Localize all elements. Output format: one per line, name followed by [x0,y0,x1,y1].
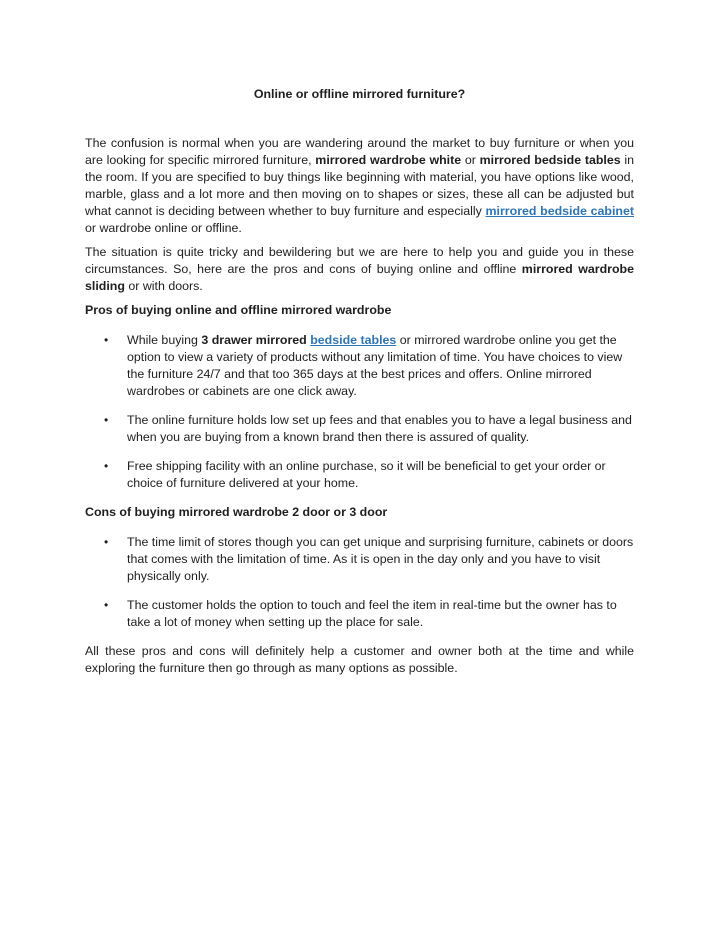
cons-list [85,534,634,631]
intro-bold-1: mirrored wardrobe white [315,153,462,167]
list-item [85,597,634,631]
intro-text-2: or [461,153,480,167]
list-item [85,412,634,446]
pros-item-2-text: The online furniture holds low set up fees and that enables you to have a legal business and when you are buying from a known brand then there is assured of quality. [127,413,632,444]
page-title: Online or offline mirrored furniture? [253,87,466,101]
intro-paragraph [85,135,634,237]
bullet-icon: • [104,333,109,347]
bullet-icon: • [104,459,109,473]
bullet-icon: • [104,535,109,549]
intro-text-1: The confusion is normal when you are wandering around the market to buy furniture or when you are looking for specific mirrored furniture, [85,136,634,167]
closing-paragraph: All these pros and cons will definitely help a customer and owner both at the time and while exploring the furniture then go through as many options as possible. [85,644,634,675]
pros-item-1-bold: 3 drawer mirrored [201,333,307,347]
situation-text-2: or with doors. [124,279,203,293]
mirrored-bedside-cabinet-link[interactable]: mirrored bedside cabinet [485,204,634,218]
list-item [85,458,634,492]
situation-text-1: The situation is quite tricky and bewildering but we are here to help you and guide you in these circumstances. So, here are the pros and cons of buying online and offline [85,245,634,276]
pros-item-1-text-1: While buying [127,333,202,347]
pros-item-3-text: Free shipping facility with an online purchase, so it will be beneficial to get your order or choice of furniture delivered at your home. [127,459,606,490]
cons-heading: Cons of buying mirrored wardrobe 2 door or 3 door [85,505,388,519]
document-body [85,86,634,684]
bullet-icon: • [104,598,109,612]
list-item [85,332,634,400]
cons-item-2-text: The customer holds the option to touch and feel the item in real-time but the owner has to take a lot of money when setting up the place for sale. [127,598,617,629]
situation-paragraph [85,244,634,295]
list-item [85,534,634,585]
bullet-icon: • [104,413,109,427]
pros-heading: Pros of buying online and offline mirrored wardrobe [85,303,392,317]
pros-list [85,332,634,492]
pros-item-1-text-2: or mirrored wardrobe online you get the option to view a variety of products without any limitation of time. You have choices to view the furniture 24/7 and that too 365 days at the best prices and offers. Online mirrored wardrobes or cabinets are one click away. [127,333,623,398]
cons-item-1-text: The time limit of stores though you can get unique and surprising furniture, cabinets or doors that comes with the limitation of time. As it is open in the day only and you have to visit physically only. [127,535,634,583]
situation-bold-1: mirrored wardrobe sliding [85,262,635,293]
intro-text-3: in the room. If you are specified to buy things like beginning with material, you have options like wood, marble, glass and a lot more and then moving on to shapes or sizes, these all can be adjusted but what cannot is deciding between whether to buy furniture and especially [85,153,635,218]
intro-text-4: or wardrobe online or offline. [85,221,242,235]
intro-bold-2: mirrored bedside tables [479,153,621,167]
bedside-tables-link[interactable]: bedside tables [310,333,397,347]
